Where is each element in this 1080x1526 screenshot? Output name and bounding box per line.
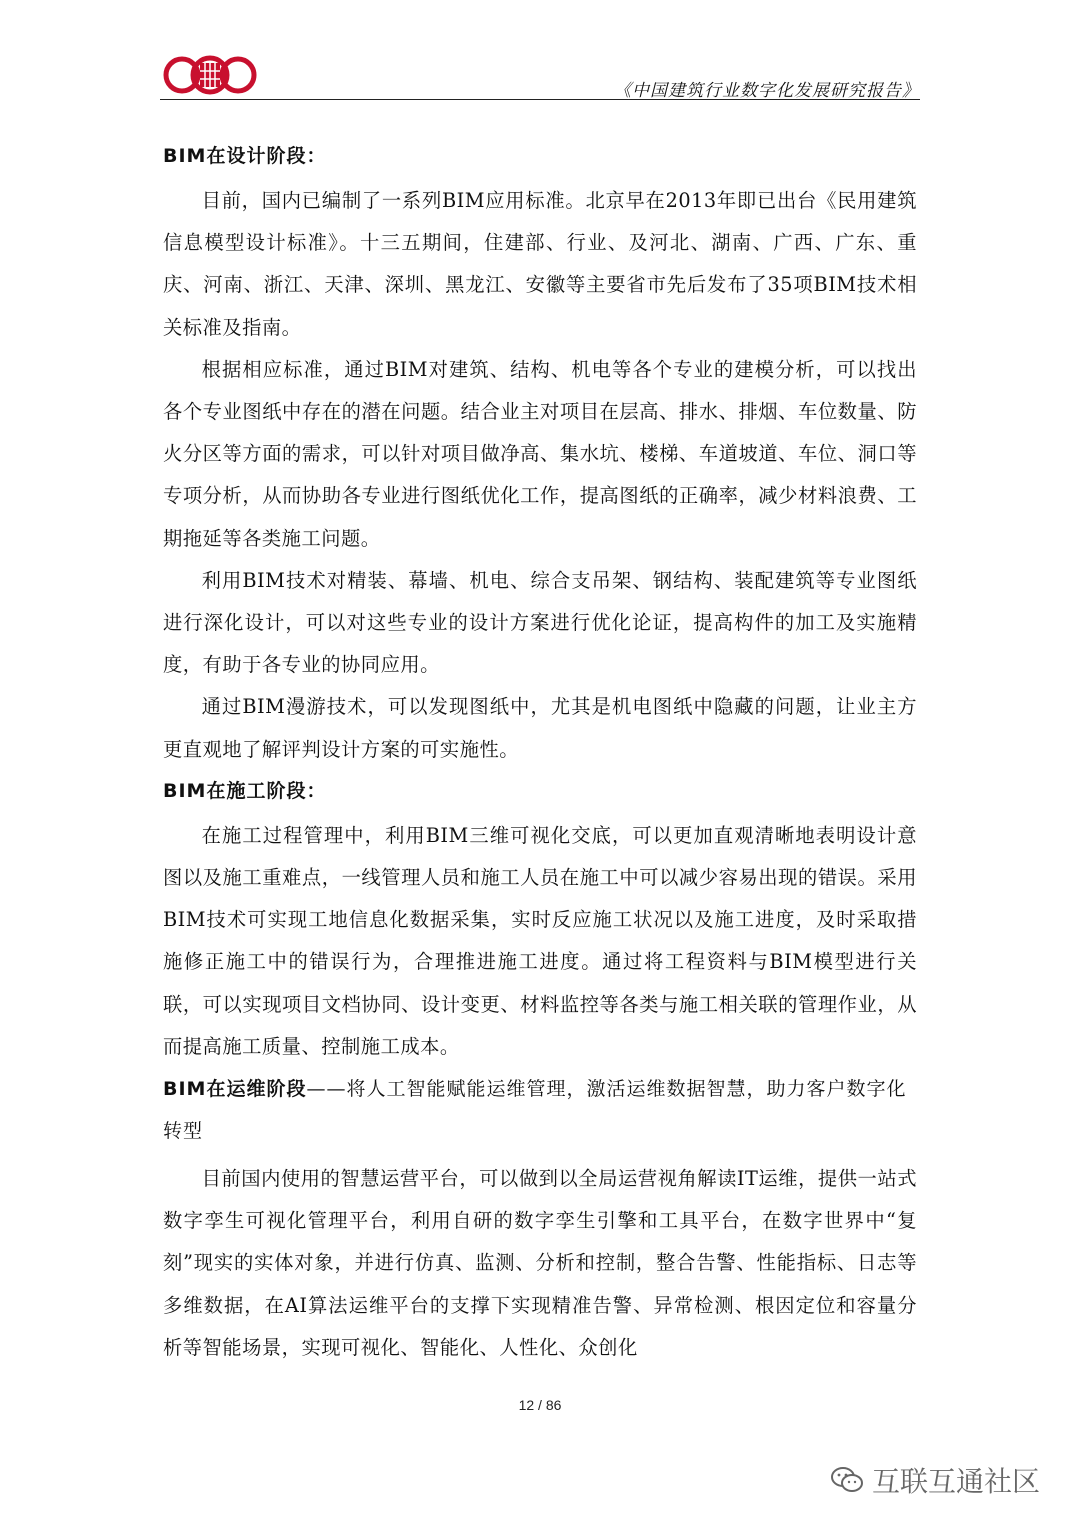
page-number: 12 / 86: [518, 1397, 562, 1413]
section-heading-design: BIM在设计阶段：: [163, 145, 327, 167]
header-divider: [160, 99, 920, 100]
paragraph: 利用BIM技术对精装、幕墙、机电、综合支吊架、钢结构、装配建筑等专业图纸进行深化设计，可以对这些专业的设计方案进行优化论证，提高构件的加工及实施精度，有助于各专业的协同应用。: [163, 568, 917, 677]
report-title: 《中国建筑行业数字化发展研究报告》: [614, 81, 920, 101]
paragraph: 目前国内使用的智慧运营平台，可以做到以全局运营视角解读IT运维，提供一站式数字孪生可视化管理平台，利用自研的数字孪生引擎和工具平台，在数字世界中“复刻”现实的实体对象，并进行仿真、监测、分析和控制，整合告警、性能指标、日志等多维数据，在AI算法运维平台的支撑下实现精准告警、异常检测、根因定位和容量分析等智能场景，实现可视化、智能化、人性化、众创化: [163, 1167, 917, 1359]
wechat-icon: [830, 1466, 864, 1494]
paragraph: 目前，国内已编制了一系列BIM应用标准。北京早在2013年即已出台《民用建筑信息模型设计标准》。十三五期间，住建部、行业、及河北、湖南、广西、广东、重庆、河南、浙江、天津、深圳、黑龙江、安徽等主要省市先后发布了35项BIM技术相关标准及指南。: [163, 189, 917, 339]
section-heading-operations: [163, 1068, 917, 1152]
heading-bold-part: BIM在运维阶段: [163, 1078, 307, 1101]
paragraph: 在施工过程管理中，利用BIM三维可视化交底，可以更加直观清晰地表明设计意图以及施工重难点，一线管理人员和施工人员在施工中可以减少容易出现的错误。采用BIM技术可实现工地信息化数据采集，实时反应施工状况以及施工进度，及时采取措施修正施工中的错误行为，合理推进施工进度。通过将工程资料与BIM模型进行关联，可以实现项目文档协同、设计变更、材料监控等各类与施工相关联的管理作业，从而提高施工质量、控制施工成本。: [163, 823, 917, 1058]
document-body: [163, 136, 917, 1369]
watermark-text: 互联互通社区: [871, 1465, 1040, 1498]
company-logo: [160, 52, 260, 98]
paragraph: 根据相应标准，通过BIM对建筑、结构、机电等各个专业的建模分析，可以找出各个专业图纸中存在的潜在问题。结合业主对项目在层高、排水、排烟、车位数量、防火分区等方面的需求，可以针对项目做净高、集水坑、楼梯、车道坡道、车位、洞口等专项分析，从而协助各专业进行图纸优化工作，提高图纸的正确率，减少材料浪费、工期拖延等各类施工问题。: [163, 357, 917, 550]
watermark: [830, 1460, 1040, 1500]
section-heading-construction: BIM在施工阶段：: [163, 779, 327, 802]
paragraph: 通过BIM漫游技术，可以发现图纸中，尤其是机电图纸中隐藏的问题，让业主方更直观地了解评判设计方案的可实施性。: [163, 695, 917, 761]
heading-subtitle: ——将人工智能赋能运维管理，激活运维数据智慧，助力客户数字化转型: [163, 1078, 907, 1143]
